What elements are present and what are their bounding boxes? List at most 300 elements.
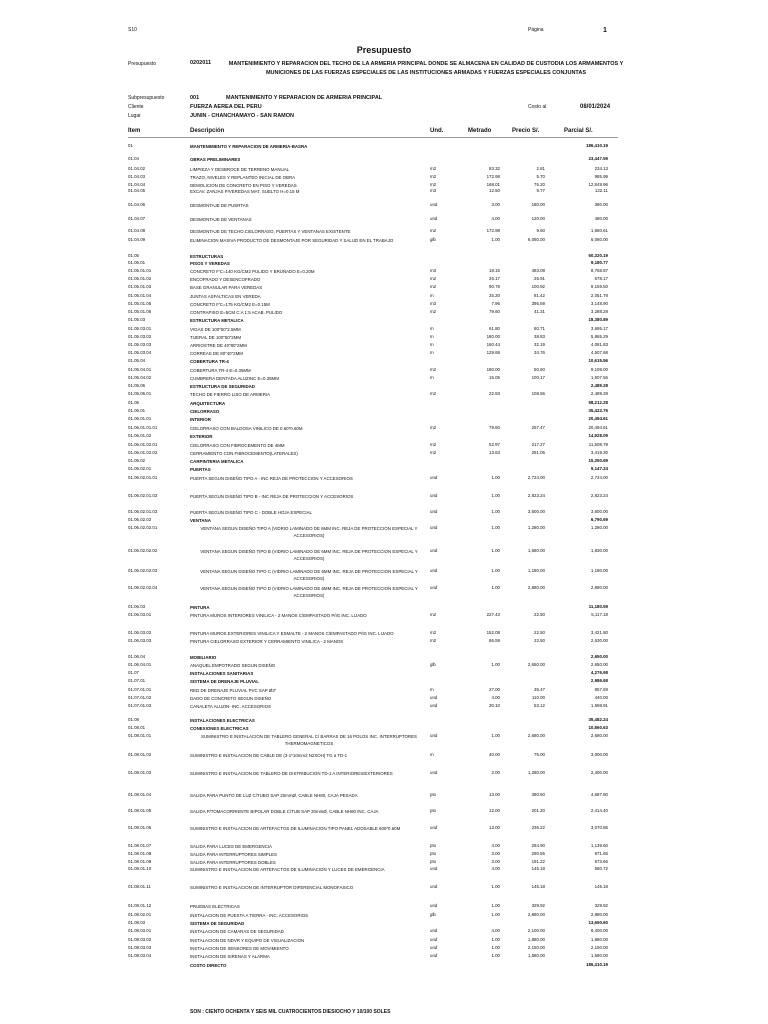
cell-item: 01.06.01.01 [128, 416, 152, 421]
table-row [0, 884, 768, 893]
cell-precio: 76.20 [534, 182, 545, 187]
cell-unit: pto [430, 792, 437, 797]
cell-unit: glb [430, 912, 436, 917]
cell-item: 01.04.04 [128, 182, 146, 187]
cell-item: 01.06.02.02.01 [128, 525, 158, 530]
cell-description: LIMPIEZA Y DESBROCE DE TERRENO MANUAL [190, 167, 290, 172]
cell-description: TECHO DE FIERRO LISO DE ARMERIA [190, 392, 271, 397]
cell-unit: pto [430, 859, 437, 864]
cell-description: COSTO DIRECTO [190, 963, 227, 968]
cell-item: 01.08.01.09 [128, 859, 152, 864]
cell-unit: und [430, 770, 438, 775]
cell-precio: 22.50 [534, 612, 545, 617]
cell-description: SUMINISTRO E INSTALACION DE TABLERO GENERAL C/ BARRAS DE 16 POLOS INC. INTERRUPTORES THERMOMAGNETICOS [201, 734, 417, 746]
table-row [0, 475, 768, 484]
cell-unit: m [430, 687, 434, 692]
cell-description: CARPINTERIA METALICA [190, 459, 244, 464]
cell-precio: 145.18 [531, 866, 545, 871]
cell-precio: 6,080.00 [527, 237, 545, 242]
cell-precio: 38.83 [534, 334, 545, 339]
cell-metrado: 1.00 [491, 945, 500, 950]
cell-parcial: 3,148.90 [590, 301, 608, 306]
cell-unit: m2 [430, 284, 437, 289]
cell-metrado: 83.32 [489, 166, 500, 171]
cell-parcial: 20,494.61 [588, 425, 608, 430]
cell-parcial: 1,830.00 [590, 548, 608, 553]
table-row [0, 188, 768, 197]
cell-description: OBRAS PRELIMINARES [190, 157, 241, 162]
cell-parcial: 2,680.00 [590, 733, 608, 738]
cell-precio: 9.60 [536, 228, 545, 233]
cell-precio: 2,880.00 [527, 585, 545, 590]
cell-item: 01.05.03 [128, 317, 146, 322]
cell-parcial: 3,600.00 [590, 509, 608, 514]
cell-item: 01.08.03.02 [128, 937, 152, 942]
costo-al-date: 08/01/2024 [580, 104, 611, 110]
cell-precio: 110.00 [531, 695, 545, 700]
cell-metrado: 1.00 [491, 493, 500, 498]
presupuesto-description: MANTENIMIENTO Y REPARACION DEL TECHO DE LA ARMERIA PRINCIPAL DONDE SE ALMACENA EN CALIDAD DE CUSTODIA LOS ARMAMENTOS Y MUNICIONES DE LAS FUERZAS ESPECIALES DE LAS INSTITUCIONES ARMADAS Y FUERZAS ESPECIALES CONJUNTAS [228, 61, 624, 76]
cell-precio: 483.08 [531, 268, 545, 273]
subpresupuesto-label: Subpresupuesto [128, 95, 165, 101]
cell-unit: m [430, 342, 434, 347]
cell-description: RED DE DRENAJE PLUVIAL PVC SAP Ø3" [190, 688, 277, 693]
cell-precio: 9.77 [536, 188, 545, 193]
cell-item: 01.04 [128, 156, 139, 161]
cell-unit: m2 [430, 166, 437, 171]
cell-metrado: 13.00 [489, 792, 500, 797]
cell-parcial: 13,650.60 [588, 920, 608, 925]
cell-description: PRUEBAS ELECTRICAS [190, 904, 240, 909]
cell-unit: und [430, 825, 438, 830]
cell-unit: m2 [430, 425, 437, 430]
software-tag: S10 [128, 27, 137, 33]
table-row [0, 612, 768, 621]
cell-parcial: 186,410.19 [586, 143, 608, 148]
cell-description: PINTURA MUROS INTERIORES VINILICA - 2 MANOS C/EMPASTADO P/IG INC. LIJADO [190, 613, 367, 618]
cell-precio: 395.59 [531, 301, 545, 306]
cell-parcial: 5,117.18 [591, 612, 608, 617]
cell-parcial: 15,350.69 [588, 458, 608, 463]
presupuesto-label: Presupuesto [128, 61, 157, 67]
cell-description: BASE GRANULAR PARA VEREDAS [190, 285, 263, 290]
cell-parcial: 3,419.30 [590, 450, 608, 455]
cell-precio: 180.00 [531, 202, 545, 207]
cell-parcial: 2,880.00 [590, 585, 608, 590]
table-row [0, 953, 768, 962]
table-row [0, 466, 768, 475]
cell-description: VENTANA SEGUN DISEÑO TIPO D (VIDRIO LAMINADO DE 6MM INC. REJA DE PROTECCION ESPECIAL Y ACCESORIOS) [200, 586, 418, 598]
cell-precio: 1,280.00 [527, 525, 545, 530]
cell-item: 01.06.03.01 [128, 612, 152, 617]
cell-item: 01 [128, 143, 133, 148]
cell-metrado: 30.10 [489, 703, 500, 708]
cell-precio: 1,580.00 [527, 953, 545, 958]
cliente-label: Cliente [128, 104, 144, 110]
cell-metrado: 1.00 [491, 475, 500, 480]
cell-item: 01.08.03.01 [128, 928, 152, 933]
cell-parcial: 35,482.24 [588, 717, 608, 722]
cell-parcial: 23,447.59 [588, 156, 608, 161]
cell-unit: m3 [430, 188, 437, 193]
cell-item: 01.08.01.12 [128, 903, 152, 908]
cell-metrado: 180.00 [486, 334, 500, 339]
cell-unit: und [430, 695, 438, 700]
cell-parcial: 2,489.28 [590, 383, 608, 388]
cell-item: 01.08.01.11 [128, 884, 151, 889]
cell-parcial: 3,288.28 [590, 309, 608, 314]
lugar-value: JUNIN - CHANCHAMAYO - SAN RAMON [190, 113, 294, 119]
table-row [0, 391, 768, 400]
cell-item: 01.06.01.02.02 [128, 450, 158, 455]
table-row [0, 416, 768, 425]
cell-metrado: 18.15 [489, 268, 500, 273]
cell-precio: 81.42 [534, 293, 545, 298]
col-item: Item [128, 128, 141, 134]
cell-precio: 100.92 [531, 284, 545, 289]
cell-precio: 2,100.00 [527, 928, 545, 933]
cell-unit: m [430, 334, 434, 339]
cell-description: INSTALACION DE PUESTA A TIERRA - INC. ACCESORIOS [190, 913, 309, 918]
cell-precio: 3,600.00 [527, 509, 545, 514]
cell-parcial: 122.11 [594, 188, 608, 193]
cell-parcial: 3,695.17 [590, 326, 608, 331]
cell-precio: 1,880.00 [527, 937, 545, 942]
table-row [0, 525, 768, 538]
amount-in-words: SON : CIENTO OCHENTA Y SEIS MIL CUATROCIENTOS DIESIOCHO Y 10/100 SOLES [190, 1009, 391, 1015]
header-divider [128, 137, 618, 138]
cell-metrado: 27.00 [489, 687, 500, 692]
cell-description: CERRAMIENTO CON FIBROCEMENTO(LATERALES) [190, 451, 298, 456]
cell-item: 01.08.01.02 [128, 752, 152, 757]
cell-item: 01.07.01 [128, 678, 146, 683]
table-row [0, 548, 768, 561]
cell-item: 01.08.01.05 [128, 808, 152, 813]
cell-metrado: 26.17 [489, 276, 500, 281]
cell-precio: 108.56 [531, 391, 545, 396]
cell-parcial: 5,865.29 [590, 334, 608, 339]
cell-precio: 380.60 [531, 792, 545, 797]
cell-unit: und [430, 475, 438, 480]
table-row [0, 678, 768, 687]
cell-item: 01.08.03.03 [128, 945, 152, 950]
col-parcial: Parcial S/. [564, 128, 593, 134]
cell-description: ARQUITECTURA [190, 401, 226, 406]
cell-metrado: 3.00 [491, 851, 500, 856]
cell-item: 01.06.04.01 [128, 662, 152, 667]
cell-item: 01.05.01.04 [128, 293, 152, 298]
cell-precio: 2.81 [536, 166, 545, 171]
cell-unit: und [430, 884, 438, 889]
cell-metrado: 180.00 [486, 367, 500, 372]
cell-item: 01.05 [128, 253, 139, 258]
cell-metrado: 13.63 [489, 450, 500, 455]
page-number: 1 [603, 27, 607, 34]
cell-precio: 41.31 [534, 309, 545, 314]
cell-unit: m [430, 752, 434, 757]
cell-parcial: 8,400.00 [590, 928, 608, 933]
cell-description: PINTURA CIELORRASO EXTERIOR Y CERRAMIENTO VINILICA - 2 MANOS [190, 639, 344, 644]
presupuesto-code: 0202011 [190, 60, 212, 66]
cell-metrado: 1.00 [491, 662, 500, 667]
cell-parcial: 2,489.28 [590, 391, 608, 396]
cell-metrado: 1.00 [491, 912, 500, 917]
cell-metrado: 1.00 [491, 585, 500, 590]
page-title: Presupuesto [356, 45, 412, 55]
cell-item: 01.04.03 [128, 174, 146, 179]
cell-parcial: 3,421.80 [590, 630, 608, 635]
table-row [0, 433, 768, 442]
cell-description: INSTALACION DE SENSORES DE MOVIMIENTO [190, 946, 289, 951]
cell-precio: 80.71 [534, 326, 545, 331]
cell-unit: und [430, 866, 438, 871]
cell-parcial: 20,494.61 [588, 416, 608, 421]
cell-unit: und [430, 937, 438, 942]
cell-parcial: 3,000.00 [590, 752, 608, 757]
cell-description: TIJERAL DE 100"50"2MM [190, 335, 242, 340]
cell-item: 01.06.01.01.01 [128, 425, 158, 430]
cell-item: 01.08.01.04 [128, 792, 152, 797]
cell-description: SALIDA PARA INTERRUPTORES SIMPLES [190, 852, 277, 857]
cell-parcial: 18,380.89 [588, 317, 608, 322]
cell-description: SALIDA P/TOMACORRIENTE BIPOLAR DOBLE C/TUB SAP 20mmØ, CABLE NH80 INC. CAJA [190, 809, 379, 814]
cell-description: MOBILIARIO [190, 655, 217, 660]
cell-item: 01.05.01.06 [128, 309, 152, 314]
cell-parcial: 2,650.00 [590, 662, 608, 667]
cell-parcial: 480.00 [594, 216, 608, 221]
cell-parcial: 2,414.40 [590, 808, 608, 813]
table-row [0, 866, 768, 875]
cell-precio: 1,280.00 [527, 770, 545, 775]
table-row [0, 808, 768, 817]
cell-unit: m [430, 293, 434, 298]
cell-item: 01.06.01.02.01 [128, 442, 158, 447]
table-row [0, 962, 768, 971]
cell-description: ENCOFRADO Y DESENCOFRADO [190, 277, 261, 282]
cell-description: COBERTURA TR-4 [190, 359, 229, 364]
cell-precio: 32.19 [534, 342, 545, 347]
cell-item: 01.05.01.05 [128, 301, 152, 306]
cell-unit: m3 [430, 301, 437, 306]
cell-parcial: 2,650.00 [590, 654, 608, 659]
cell-item: 01.08.01 [128, 725, 146, 730]
table-row [0, 792, 768, 801]
cell-unit: und [430, 703, 438, 708]
cell-metrado: 22.93 [489, 391, 500, 396]
cell-description: SUMINISTRO E INSTALACION DE ARTEFACTOS DE ILUMINACION Y LUCES DE EMERGENCIA [190, 867, 385, 872]
cell-unit: m2 [430, 309, 437, 314]
cell-precio: 329.92 [531, 903, 545, 908]
cell-precio: 2,880.00 [527, 912, 545, 917]
cell-parcial: 9,159.50 [590, 284, 608, 289]
cell-parcial: 2,630.00 [590, 638, 608, 643]
cell-unit: m2 [430, 450, 437, 455]
cell-precio: 236.22 [531, 825, 545, 830]
cell-item: 01.06.01.02 [128, 433, 152, 438]
cell-item: 01.04.08 [128, 228, 146, 233]
cell-precio: 191.22 [531, 859, 545, 864]
cell-parcial: 11,508.79 [588, 442, 608, 447]
cell-description: CIELORRASO CON FIBROCEMENTO DE 4MM [190, 443, 285, 448]
table-row [0, 770, 768, 779]
cell-precio: 1,180.00 [527, 568, 545, 573]
table-row [0, 903, 768, 912]
cell-item: 01.06 [128, 400, 139, 405]
cell-item: 01.08.01.08 [128, 851, 152, 856]
cell-unit: und [430, 525, 438, 530]
cell-precio: 22.50 [534, 638, 545, 643]
cell-parcial: 2,051.78 [590, 293, 608, 298]
table-row [0, 568, 768, 581]
cell-unit: pto [430, 851, 437, 856]
cell-description: PUERTA SEGUN DISEÑO TIPO C - DOBLE HOJA ESPECIAL [190, 510, 312, 515]
cell-parcial: 2,150.00 [590, 945, 608, 950]
cell-parcial: 4,507.68 [590, 350, 608, 355]
cell-precio: 2,150.00 [527, 945, 545, 950]
cell-precio: 53.12 [534, 703, 545, 708]
cell-unit: und [430, 953, 438, 958]
cell-parcial: 4,081.83 [590, 342, 608, 347]
cell-description: VENTANA SEGUN DISEÑO TIPO C (VIDRIO LAMINADO DE 6MM INC. REJA DE PROTECCION ESPECIAL Y ACCESORIOS) [200, 569, 418, 581]
cell-description: CORREAS DE 80"40"2MM [190, 351, 243, 356]
costo-al-label: Costo al [528, 104, 547, 110]
cell-parcial: 186,410.19 [586, 962, 608, 967]
cell-parcial: 985.99 [594, 174, 608, 179]
cell-precio: 50.60 [534, 367, 545, 372]
cell-parcial: 12,849.96 [588, 182, 608, 187]
table-row [0, 825, 768, 834]
table-row [0, 228, 768, 237]
cell-item: 01.07 [128, 670, 139, 675]
cell-item: 01.06.03.02 [128, 630, 152, 635]
cell-metrado: 152.08 [486, 630, 500, 635]
table-row [0, 237, 768, 246]
cell-description: CONCRETO F'C=175 KG/CM2 E=0.15M [190, 302, 270, 307]
cell-unit: und [430, 928, 438, 933]
table-row [0, 284, 768, 293]
cell-parcial: 2,823.24 [590, 493, 608, 498]
cell-item: 01.05.01.02 [128, 276, 152, 281]
cell-parcial: 440.00 [594, 695, 608, 700]
cell-metrado: 1.00 [491, 548, 500, 553]
cell-metrado: 4.00 [491, 216, 500, 221]
cell-item: 01.08.03.04 [128, 953, 152, 958]
cell-item: 01.05.04.01 [128, 367, 152, 372]
cell-parcial: 4,276.98 [590, 670, 608, 675]
cell-unit: und [430, 568, 438, 573]
cell-description: DEMOLICION DE CONCRETO EN PISO Y VEREDAS [190, 183, 297, 188]
cell-metrado: 1.00 [491, 884, 500, 889]
cell-unit: m2 [430, 367, 437, 372]
cell-item: 01.06.03 [128, 604, 146, 609]
cell-description: EXTERIOR [190, 434, 213, 439]
cell-parcial: 6,080.00 [590, 237, 608, 242]
cell-metrado: 61.80 [489, 326, 500, 331]
cell-description: PISOS Y VEREDAS [190, 261, 230, 266]
cell-metrado: 40.00 [489, 752, 500, 757]
cell-description: VENTANA SEGUN DISEÑO TIPO B (VIDRIO LAMINADO DE 6MM INC. REJA DE PROTECCION ESPECIAL Y ACCESORIOS) [200, 549, 418, 561]
cell-precio: 2,680.00 [527, 733, 545, 738]
cell-precio: 2,724.00 [527, 475, 545, 480]
cell-unit: m2 [430, 612, 437, 617]
page-label: Página [528, 27, 544, 33]
cell-description: CONCRETO F'C=140 KG/CM2 PULIDO Y BRUÑADO E=0.20M [190, 269, 315, 274]
cell-parcial: 4,687.80 [590, 792, 608, 797]
cell-metrado: 86.59 [489, 638, 500, 643]
cell-description: JUNTAS ASFALTICAS EN VEREDA [190, 294, 261, 299]
cell-precio: 22.50 [534, 630, 545, 635]
cell-unit: m [430, 326, 434, 331]
cell-metrado: 3.00 [491, 202, 500, 207]
cell-metrado: 227.43 [486, 612, 500, 617]
cell-item: 01.07.01.03 [128, 703, 152, 708]
cell-parcial: 1,598.91 [590, 703, 608, 708]
cell-description: INSTALACIONES SANITARIAS [190, 671, 254, 676]
cell-unit: pto [430, 808, 437, 813]
col-description: Descripción [190, 128, 225, 134]
cell-item: 01.08.02.01 [128, 912, 152, 917]
cell-unit: m2 [430, 182, 437, 187]
cell-unit: m2 [430, 638, 437, 643]
cell-description: ANAQUEL EMPOTRADO SEGUN DISEÑO [190, 663, 276, 668]
cell-description: CANALETA ALUZIN- INC. ACCESORIOS [190, 704, 271, 709]
cell-item: 01.06.02.01.03 [128, 509, 158, 514]
cell-item: 01.06.02.02 [128, 517, 152, 522]
cell-parcial: 2,400.00 [590, 770, 608, 775]
cell-parcial: 145.18 [594, 884, 608, 889]
cell-item: 01.04.02 [128, 166, 146, 171]
cell-parcial: 329.92 [594, 903, 608, 908]
cell-item: 01.06.02.01.02 [128, 493, 158, 498]
cell-metrado: 4.00 [491, 866, 500, 871]
table-row [0, 585, 768, 598]
cell-metrado: 1.00 [491, 237, 500, 242]
table-row [0, 493, 768, 502]
cell-unit: und [430, 733, 438, 738]
cell-parcial: 1,660.61 [590, 228, 608, 233]
cell-metrado: 25.20 [489, 293, 500, 298]
cell-parcial: 14,928.09 [588, 433, 608, 438]
cell-description: PUERTA SEGUN DISEÑO TIPO B - INC REJA DE PROTECCION Y ACCESORIOS [190, 494, 354, 499]
cell-description: SUMINISTRO E INSTALACION DE INTERRUPTOR DIFERENCIAL MONOFASICO [190, 885, 354, 890]
cell-description: ESTRUCTURA METALICA [190, 318, 244, 323]
cell-item: 01.08.01.01 [128, 733, 152, 738]
cell-metrado: 12.00 [489, 808, 500, 813]
cell-item: 01.08.01.07 [128, 843, 152, 848]
cell-item: 01.06.02.01.01 [128, 475, 158, 480]
cell-precio: 201.20 [531, 808, 545, 813]
cell-parcial: 2,986.68 [590, 678, 608, 683]
cell-parcial: 2,880.00 [590, 912, 608, 917]
cell-item: 01.05.03.02 [128, 334, 152, 339]
cell-precio: 1,680.00 [527, 548, 545, 553]
cell-item: 01.05.06 [128, 383, 146, 388]
cell-parcial: 573.66 [594, 859, 608, 864]
cell-description: CONEXIONES ELECTRICAS [190, 726, 249, 731]
cell-description: DESMONTAJE DE TECHO,CIELORRASO, PUERTAS Y VENTANAS EXISTENTE [190, 229, 351, 234]
cell-unit: m3 [430, 268, 437, 273]
table-row [0, 703, 768, 712]
table-row [0, 317, 768, 326]
table-row [0, 202, 768, 211]
cell-unit: und [430, 216, 438, 221]
cell-metrado: 1.00 [491, 953, 500, 958]
cell-parcial: 10,615.56 [588, 358, 608, 363]
cell-description: PINTURA [190, 605, 210, 610]
table-row [0, 638, 768, 647]
cell-item: 01.06.02.02.02 [128, 548, 158, 553]
cell-metrado: 90.78 [489, 284, 500, 289]
